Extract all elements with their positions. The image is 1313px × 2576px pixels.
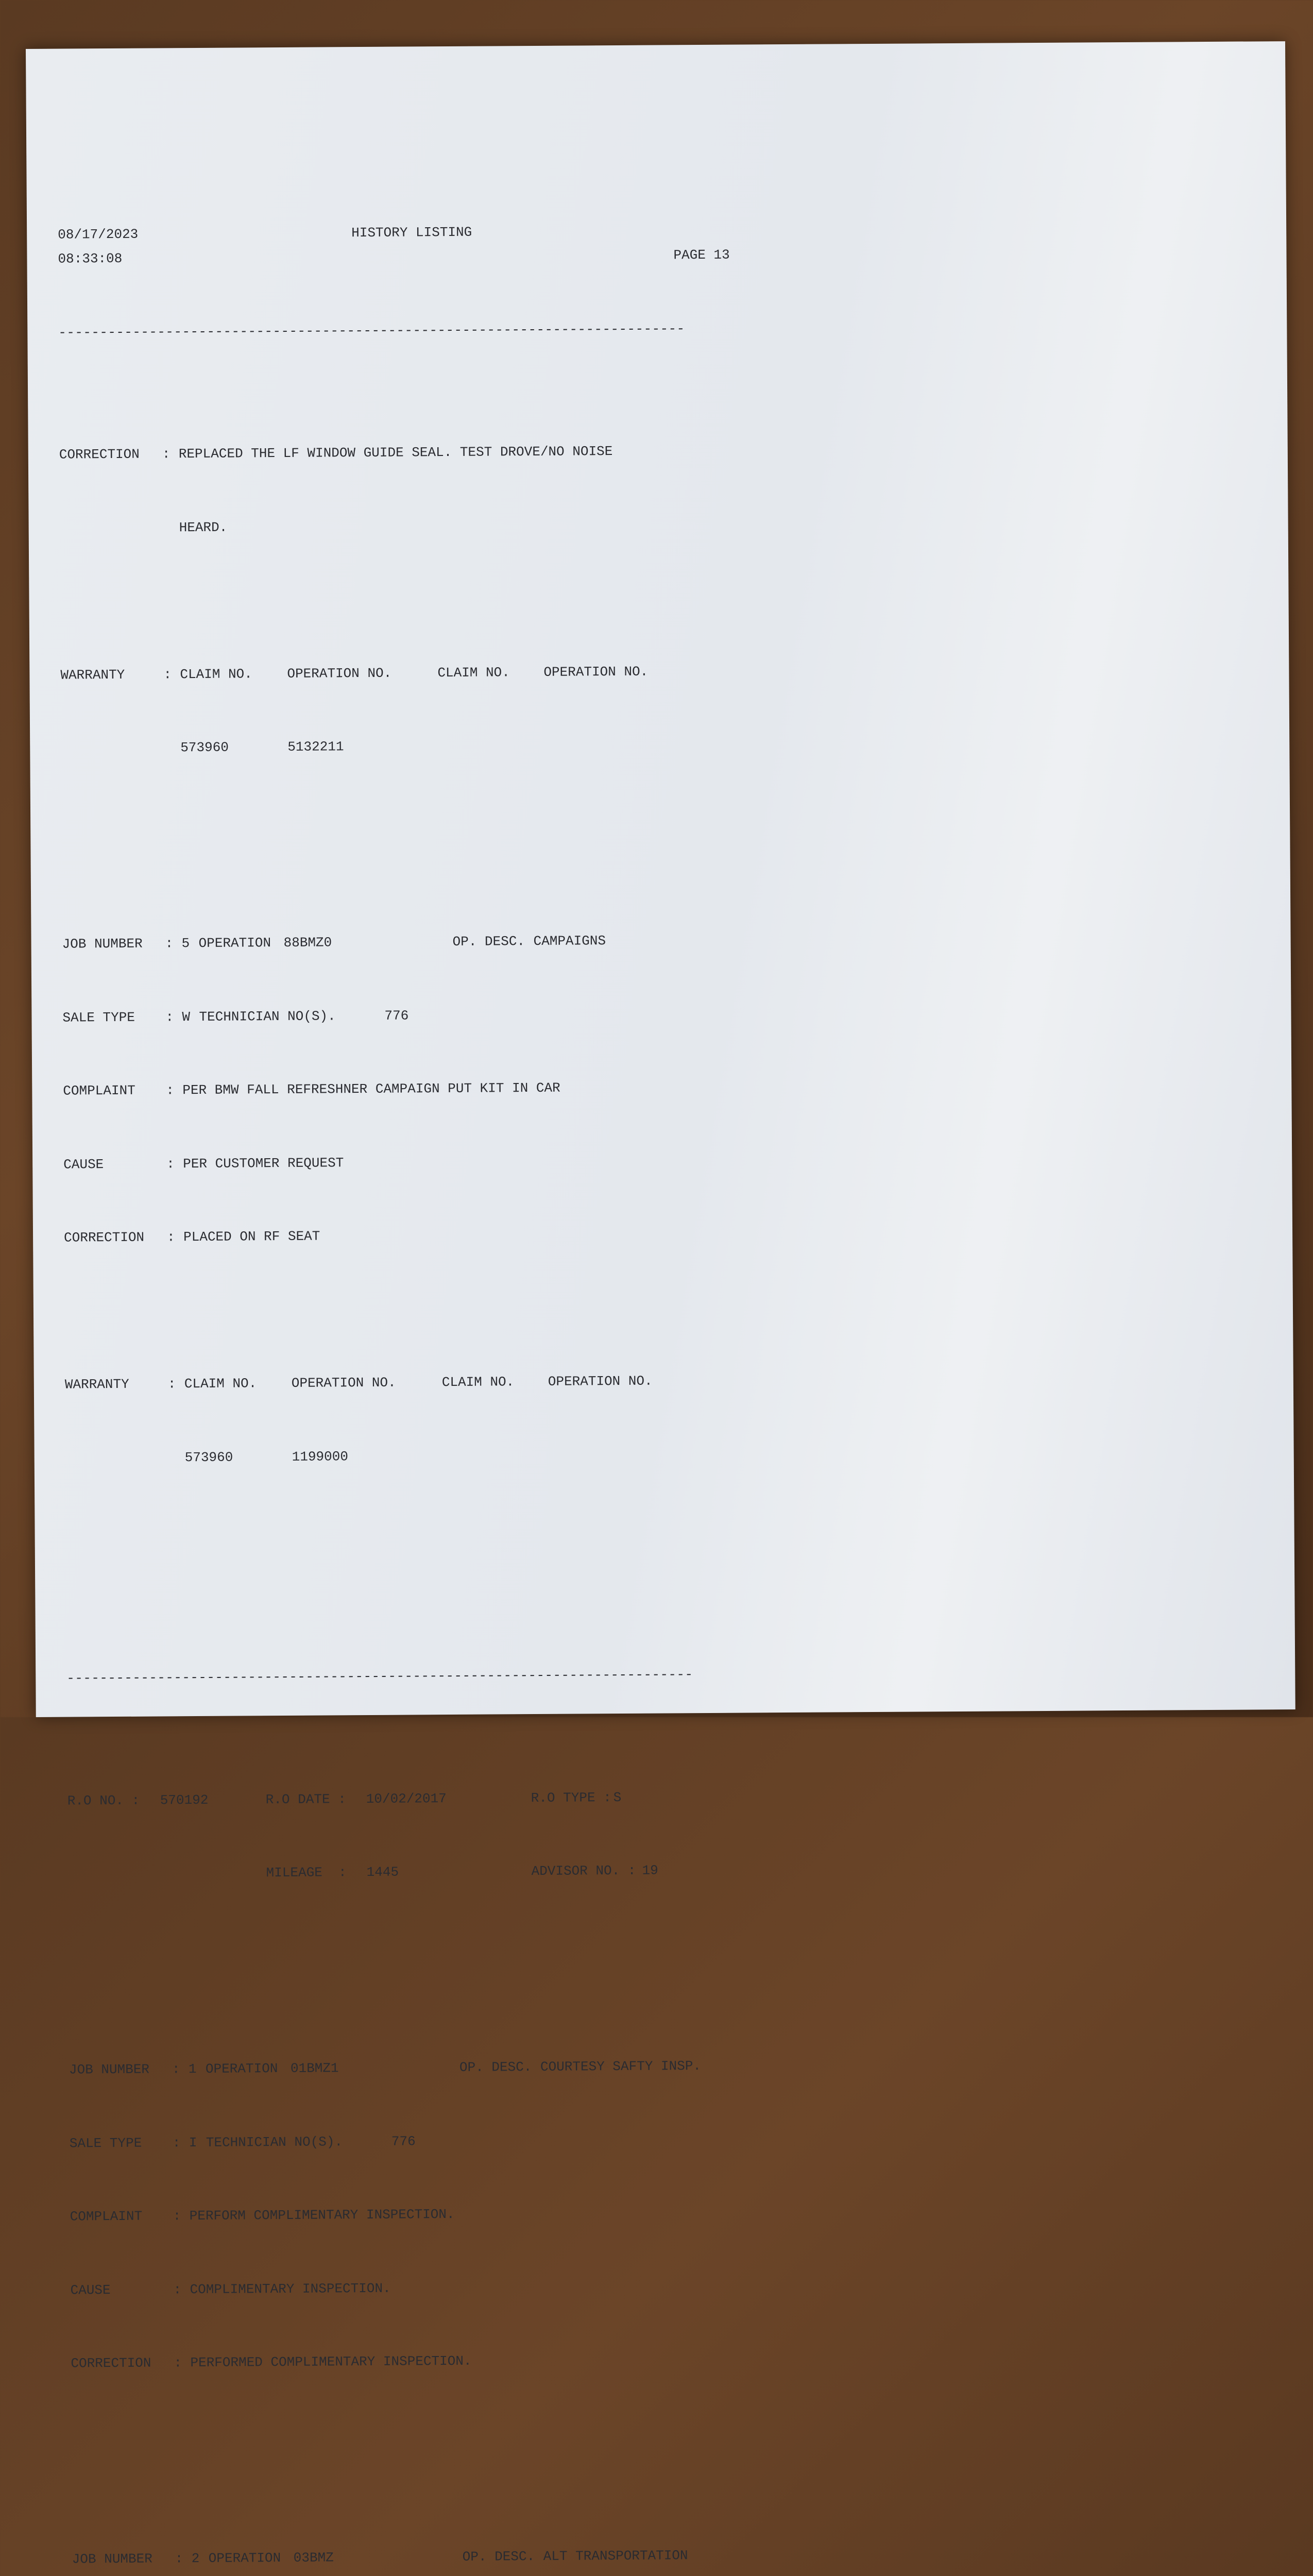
colon: :: [175, 2551, 183, 2567]
sale-type-row: [62, 1001, 876, 1030]
ro-no-value: 570192: [160, 1792, 209, 1808]
colon: :: [174, 2355, 182, 2371]
label-advisor-no: ADVISOR NO. :: [531, 1862, 636, 1879]
label-warranty: WARRANTY: [60, 667, 125, 683]
colon: :: [172, 2061, 180, 2077]
label-cause: CAUSE: [70, 2282, 111, 2298]
label-claim-no: CLAIM NO.: [180, 666, 252, 682]
correction-text: PLACED ON RF SEAT: [183, 1228, 320, 1245]
complaint-row: [63, 1074, 877, 1104]
label-correction: CORRECTION: [71, 2355, 151, 2371]
job-number-row: [72, 2543, 886, 2572]
job-number-value: 1: [188, 2061, 197, 2077]
label-claim-no: CLAIM NO.: [184, 1376, 257, 1392]
complaint-text: PER BMW FALL REFRESHNER CAMPAIGN PUT KIT IN CAR: [182, 1080, 560, 1098]
mileage-value: 1445: [366, 1864, 399, 1880]
warranty-values: [65, 1441, 879, 1470]
label-operation-no: OPERATION NO.: [543, 664, 649, 680]
carryover-correction: [59, 438, 873, 467]
label-operation: OPERATION: [205, 2061, 278, 2077]
colon: :: [163, 666, 172, 682]
label-op-desc: OP. DESC.: [452, 934, 525, 950]
cause-row: [63, 1147, 877, 1177]
ro-header-row: [67, 1784, 881, 1813]
correction-row: [64, 1221, 878, 1250]
label-claim-no: CLAIM NO.: [441, 1374, 515, 1391]
label-op-desc: OP. DESC.: [459, 2059, 532, 2075]
job-number-value: 2: [191, 2551, 200, 2567]
label-complaint: COMPLAINT: [63, 1082, 135, 1099]
cause-row: [70, 2273, 884, 2302]
operation-code: 88BMZ0: [283, 935, 332, 951]
page-number: PAGE 13: [673, 247, 730, 263]
operation-no-value: 1199000: [292, 1448, 349, 1465]
label-job-number: JOB NUMBER: [69, 2061, 150, 2078]
complaint-row: [70, 2200, 884, 2229]
warranty-values: [61, 732, 875, 761]
sale-type-row: [70, 2126, 883, 2156]
colon: :: [173, 2208, 181, 2224]
warranty-header: [60, 658, 874, 687]
job-number-row: [62, 927, 876, 957]
correction-text: PERFORMED COMPLIMENTARY INSPECTION.: [190, 2353, 472, 2371]
colon: :: [173, 2281, 182, 2297]
label-technician: TECHNICIAN NO(S).: [199, 1008, 336, 1025]
advisor-no-value: 19: [642, 1862, 658, 1878]
claim-no-value: 573960: [184, 1449, 233, 1465]
label-operation: OPERATION: [208, 2550, 281, 2566]
cause-text: PER CUSTOMER REQUEST: [183, 1155, 344, 1172]
label-complaint: COMPLAINT: [70, 2208, 143, 2225]
sale-type-value: I: [189, 2134, 197, 2150]
label-ro-date: R.O DATE :: [265, 1791, 346, 1807]
colon: :: [167, 1229, 175, 1245]
operation-no-value: 5132211: [287, 739, 344, 755]
label-operation-no: OPERATION NO.: [291, 1375, 396, 1391]
operation-code: 03BMZ: [293, 2550, 334, 2566]
operation-code: 01BMZ1: [290, 2060, 339, 2076]
claim-no-value: 573960: [180, 739, 229, 756]
carryover-correction-cont: [60, 511, 874, 540]
op-desc-value: ALT TRANSPORTATION: [543, 2548, 688, 2564]
correction-text: HEARD.: [179, 519, 228, 535]
label-cause: CAUSE: [63, 1156, 104, 1173]
separator: ----------------------------------------------------------------------------: [58, 320, 685, 341]
label-mileage: MILEAGE :: [266, 1865, 347, 1881]
technician-value: 776: [384, 1007, 409, 1024]
op-desc-value: COURTESY SAFTY INSP.: [540, 2058, 702, 2075]
label-correction: CORRECTION: [64, 1229, 145, 1246]
label-warranty: WARRANTY: [64, 1376, 129, 1393]
label-job-number: JOB NUMBER: [72, 2551, 152, 2567]
label-claim-no: CLAIM NO.: [437, 664, 510, 681]
sale-type-value: W: [182, 1009, 191, 1025]
label-operation-no: OPERATION NO.: [548, 1373, 653, 1389]
colon: :: [167, 1376, 176, 1392]
page-title: HISTORY LISTING: [351, 224, 472, 241]
colon: :: [172, 2134, 181, 2150]
label-operation: OPERATION: [198, 935, 271, 951]
correction-text: REPLACED THE LF WINDOW GUIDE SEAL. TEST DROVE/NO NOISE: [178, 444, 613, 462]
warranty-header: [65, 1368, 879, 1397]
cause-text: COMPLIMENTARY INSPECTION.: [190, 2280, 391, 2297]
job-number-value: 5: [181, 936, 190, 952]
printed-page: [26, 41, 1295, 2567]
label-sale-type: SALE TYPE: [69, 2135, 142, 2151]
ro-type-value: S: [613, 1789, 622, 1805]
colon: :: [165, 936, 174, 952]
history-listing: [57, 144, 898, 2576]
separator: ----------------------------------------------------------------------------: [66, 1667, 693, 1686]
technician-value: 776: [391, 2133, 416, 2149]
label-ro-type: R.O TYPE :: [531, 1789, 611, 1806]
ro-date-value: 10/02/2017: [366, 1790, 447, 1807]
label-ro-no: R.O NO. :: [67, 1792, 140, 1809]
label-job-number: JOB NUMBER: [62, 936, 143, 952]
job-number-row: [69, 2053, 883, 2082]
op-desc-value: CAMPAIGNS: [533, 933, 606, 950]
correction-row: [71, 2347, 884, 2376]
label-op-desc: OP. DESC.: [462, 2549, 535, 2565]
complaint-text: PERFORM COMPLIMENTARY INSPECTION.: [189, 2206, 455, 2224]
ro-mileage-row: [68, 1857, 882, 1887]
page-header: [58, 217, 872, 272]
colon: :: [165, 1009, 174, 1025]
print-date: 08/17/2023: [58, 226, 139, 243]
colon: :: [166, 1156, 175, 1172]
label-sale-type: SALE TYPE: [62, 1009, 135, 1026]
label-technician: TECHNICIAN NO(S).: [206, 2133, 343, 2150]
colon: :: [162, 446, 170, 462]
print-time: 08:33:08: [58, 250, 123, 267]
colon: :: [166, 1082, 175, 1098]
label-correction: CORRECTION: [59, 446, 140, 463]
label-operation-no: OPERATION NO.: [287, 665, 392, 682]
